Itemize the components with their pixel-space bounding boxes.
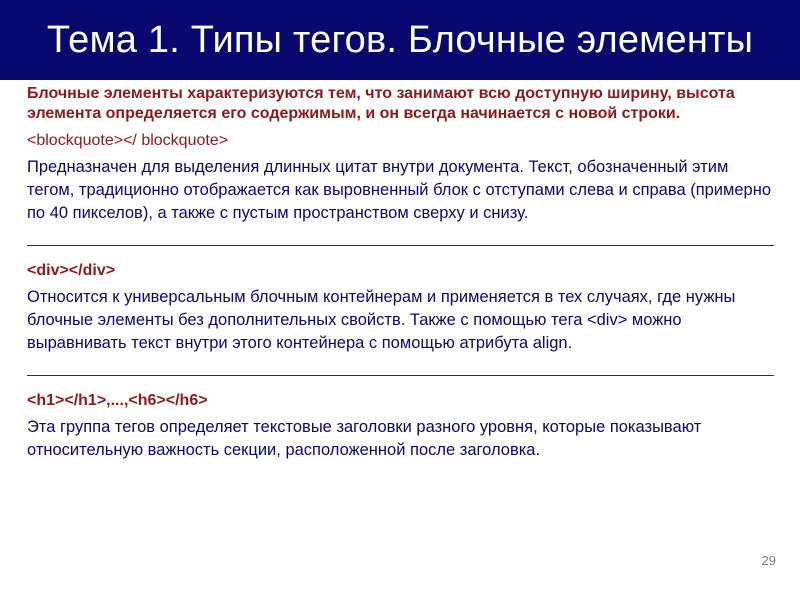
title-bar (0, 0, 800, 80)
description-blockquote: Предназначен для выделения длинных цитат внутри документа. Текст, обозначенный этим тегом, традиционно отображается как выровненный блок с отступами слева и справа (примерно по 40 пикселов), а также с пустым пространством сверху и снизу. (27, 158, 772, 222)
description-div: Относится к универсальным блочным контейнерам и применяется в тех случаях, где нужны блочные элементы без дополнительных свойств. Также с помощью тега <div> можно выравнивать текст внутри этого контейнера с помощью атрибута align. (27, 288, 736, 352)
section-headings (27, 390, 779, 462)
tag-heading-h1-h6: <h1></h1>,...,<h6></h6> (27, 392, 208, 409)
section-div (27, 260, 779, 355)
section-blockquote (27, 130, 779, 225)
intro-paragraph: Блочные элементы характеризуются тем, что занимают всю доступную ширину, высота элемента определяется его содержимым, и он всегда начинается с новой строки. (27, 85, 735, 122)
slide-content (27, 84, 779, 462)
description-h1-h6: Эта группа тегов определяет текстовые заголовки разного уровня, которые показывают относительную важность секции, расположенной после заголовка. (27, 418, 702, 459)
slide-title: Тема 1. Типы тегов. Блочные элементы (46, 18, 754, 61)
divider-line (27, 375, 774, 376)
page-number: 29 (761, 553, 776, 568)
tag-heading-blockquote: <blockquote></ blockquote> (27, 132, 229, 149)
divider-line (27, 245, 774, 246)
tag-heading-div: <div></div> (27, 262, 116, 279)
